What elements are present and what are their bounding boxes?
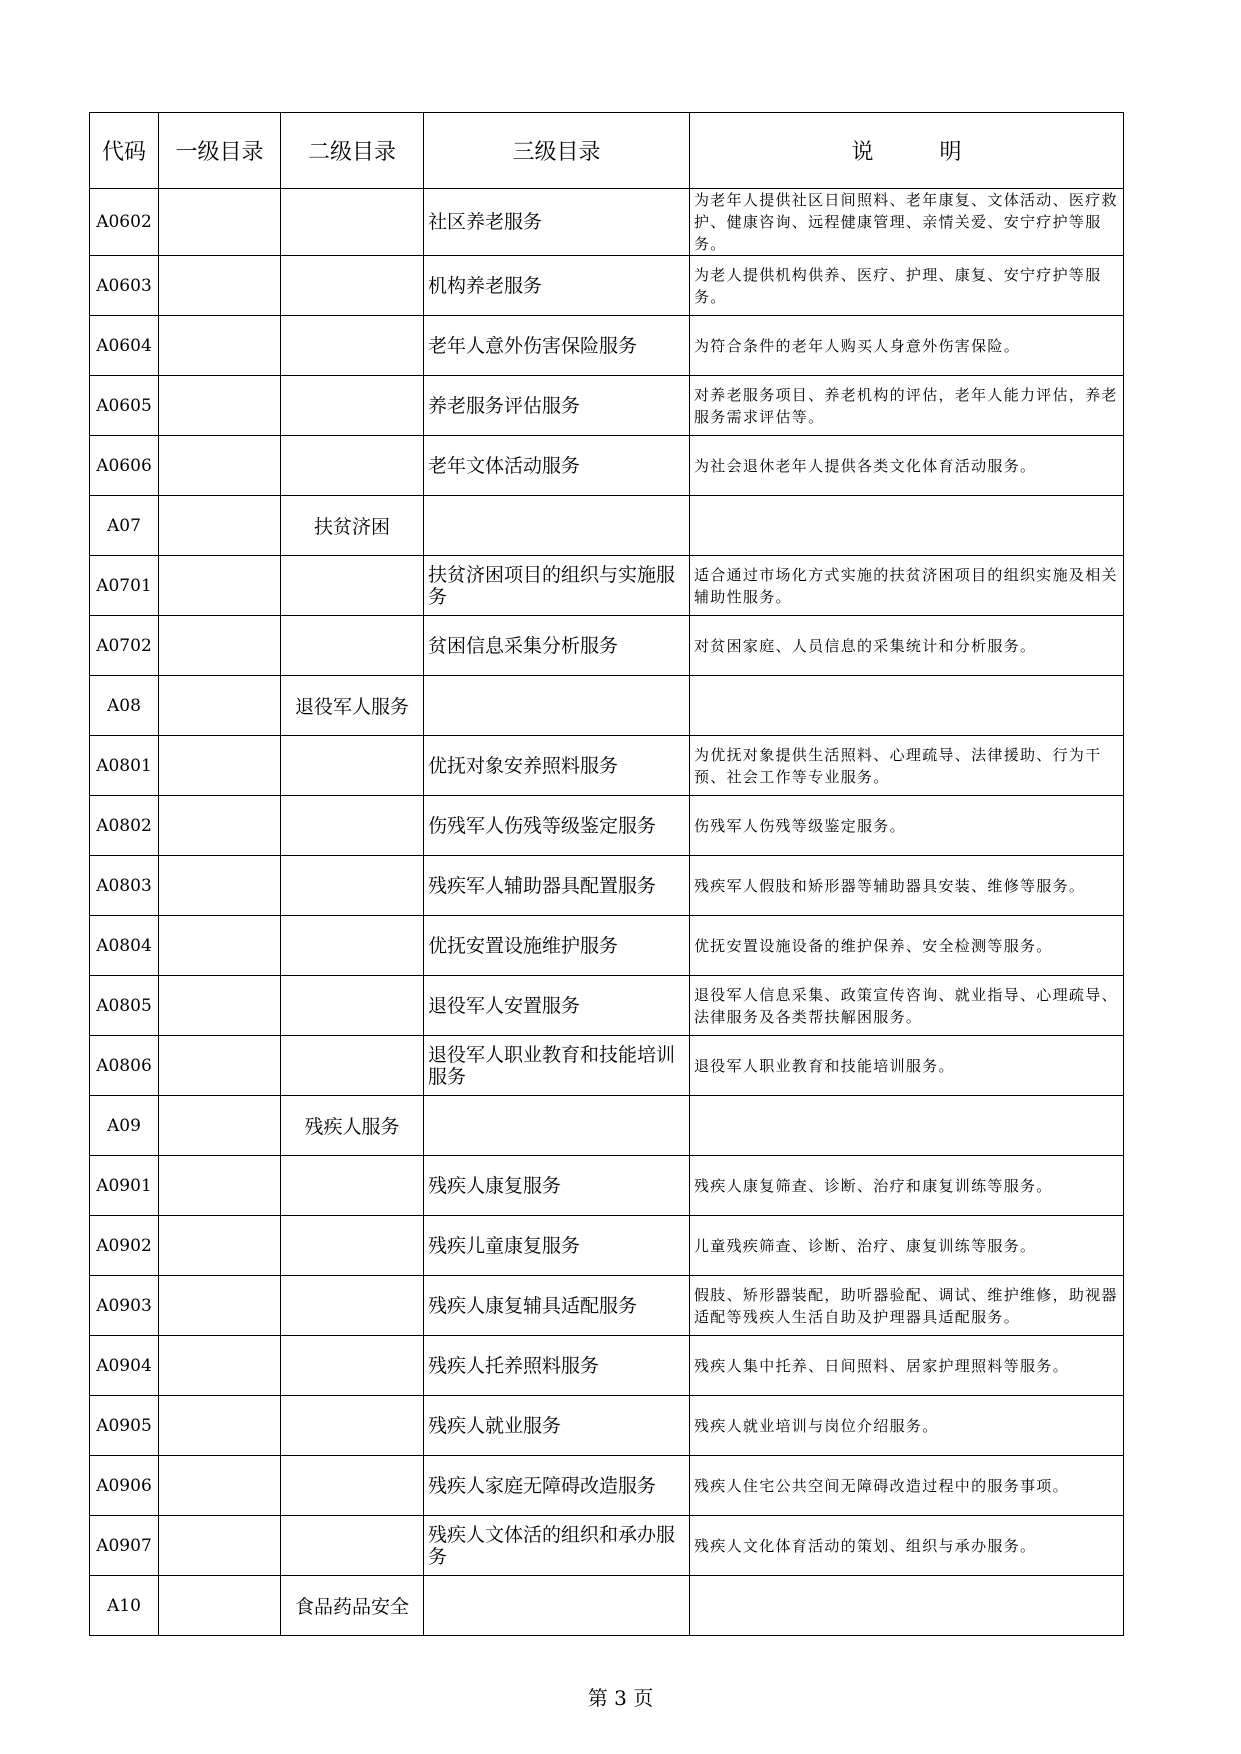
table-row <box>90 256 1124 316</box>
level1-cell <box>159 1096 281 1156</box>
table-row <box>90 496 1124 556</box>
level2-cell <box>281 1036 424 1096</box>
level2-cell: 退役军人服务 <box>281 676 424 736</box>
code-cell: A0906 <box>90 1456 159 1516</box>
level3-cell: 残疾人就业服务 <box>424 1396 690 1456</box>
level3-cell: 残疾人文体活的组织和承办服务 <box>424 1516 690 1576</box>
level2-cell <box>281 736 424 796</box>
code-cell: A0806 <box>90 1036 159 1096</box>
level2-cell <box>281 1156 424 1216</box>
level1-cell <box>159 1036 281 1096</box>
description-cell: 对养老服务项目、养老机构的评估，老年人能力评估，养老服务需求评估等。 <box>690 376 1124 436</box>
description-cell: 残疾人文化体育活动的策划、组织与承办服务。 <box>690 1516 1124 1576</box>
level1-cell <box>159 189 281 256</box>
description-cell <box>690 1096 1124 1156</box>
description-cell: 对贫困家庭、人员信息的采集统计和分析服务。 <box>690 616 1124 676</box>
table-row <box>90 1036 1124 1096</box>
level3-cell: 扶贫济困项目的组织与实施服务 <box>424 556 690 616</box>
level3-cell: 机构养老服务 <box>424 256 690 316</box>
code-cell: A0903 <box>90 1276 159 1336</box>
description-cell <box>690 1576 1124 1636</box>
description-cell <box>690 496 1124 556</box>
table-row <box>90 1396 1124 1456</box>
code-cell: A0602 <box>90 189 159 256</box>
level3-cell <box>424 496 690 556</box>
table-row <box>90 616 1124 676</box>
page-number: 第 3 页 <box>587 1686 654 1710</box>
table-row <box>90 916 1124 976</box>
code-cell: A08 <box>90 676 159 736</box>
table-row <box>90 189 1124 256</box>
header-level1: 一级目录 <box>159 113 281 189</box>
level1-cell <box>159 856 281 916</box>
code-cell: A0907 <box>90 1516 159 1576</box>
level2-cell <box>281 856 424 916</box>
level1-cell <box>159 436 281 496</box>
level2-cell <box>281 556 424 616</box>
level1-cell <box>159 1156 281 1216</box>
description-cell: 为老年人提供社区日间照料、老年康复、文体活动、医疗救护、健康咨询、远程健康管理、亲情关爱、安宁疗护等服务。 <box>690 189 1124 256</box>
code-cell: A0904 <box>90 1336 159 1396</box>
level2-cell <box>281 1276 424 1336</box>
table-row <box>90 736 1124 796</box>
header-code: 代码 <box>90 113 159 189</box>
level1-cell <box>159 1456 281 1516</box>
table-row <box>90 316 1124 376</box>
level2-cell <box>281 616 424 676</box>
table-row <box>90 1516 1124 1576</box>
code-cell: A0701 <box>90 556 159 616</box>
description-cell: 假肢、矫形器装配，助听器验配、调试、维护维修，助视器适配等残疾人生活自助及护理器具适配服务。 <box>690 1276 1124 1336</box>
code-cell: A10 <box>90 1576 159 1636</box>
level1-cell <box>159 616 281 676</box>
description-cell: 为优抚对象提供生活照料、心理疏导、法律援助、行为干预、社会工作等专业服务。 <box>690 736 1124 796</box>
level3-cell <box>424 676 690 736</box>
level1-cell <box>159 736 281 796</box>
level2-cell <box>281 1216 424 1276</box>
code-cell: A0702 <box>90 616 159 676</box>
level1-cell <box>159 1576 281 1636</box>
level1-cell <box>159 976 281 1036</box>
service-catalog-table <box>89 112 1124 1636</box>
level3-cell: 贫困信息采集分析服务 <box>424 616 690 676</box>
level2-cell: 食品药品安全 <box>281 1576 424 1636</box>
level2-cell: 扶贫济困 <box>281 496 424 556</box>
level3-cell: 伤残军人伤残等级鉴定服务 <box>424 796 690 856</box>
level3-cell: 社区养老服务 <box>424 189 690 256</box>
header-row <box>90 113 1124 189</box>
level3-cell: 老年文体活动服务 <box>424 436 690 496</box>
code-cell: A07 <box>90 496 159 556</box>
level2-cell <box>281 436 424 496</box>
table-row <box>90 556 1124 616</box>
level3-cell: 残疾儿童康复服务 <box>424 1216 690 1276</box>
code-cell: A0605 <box>90 376 159 436</box>
level2-cell <box>281 916 424 976</box>
level3-cell: 残疾人康复辅具适配服务 <box>424 1276 690 1336</box>
description-cell: 适合通过市场化方式实施的扶贫济困项目的组织实施及相关辅助性服务。 <box>690 556 1124 616</box>
description-cell: 残疾人康复筛查、诊断、治疗和康复训练等服务。 <box>690 1156 1124 1216</box>
level3-cell: 残疾军人辅助器具配置服务 <box>424 856 690 916</box>
table-row <box>90 1216 1124 1276</box>
header-level3: 三级目录 <box>424 113 690 189</box>
code-cell: A0905 <box>90 1396 159 1456</box>
level1-cell <box>159 316 281 376</box>
code-cell: A0804 <box>90 916 159 976</box>
level2-cell <box>281 376 424 436</box>
code-cell: A0902 <box>90 1216 159 1276</box>
description-cell: 为老人提供机构供养、医疗、护理、康复、安宁疗护等服务。 <box>690 256 1124 316</box>
description-cell: 为社会退休老年人提供各类文化体育活动服务。 <box>690 436 1124 496</box>
level1-cell <box>159 1516 281 1576</box>
level2-cell <box>281 1396 424 1456</box>
description-cell: 优抚安置设施设备的维护保养、安全检测等服务。 <box>690 916 1124 976</box>
level2-cell <box>281 1336 424 1396</box>
level2-cell: 残疾人服务 <box>281 1096 424 1156</box>
description-cell <box>690 676 1124 736</box>
description-cell: 退役军人信息采集、政策宣传咨询、就业指导、心理疏导、法律服务及各类帮扶解困服务。 <box>690 976 1124 1036</box>
description-cell: 残疾人住宅公共空间无障碍改造过程中的服务事项。 <box>690 1456 1124 1516</box>
level1-cell <box>159 1396 281 1456</box>
table-row <box>90 1576 1124 1636</box>
table-body <box>90 189 1124 1636</box>
level2-cell <box>281 189 424 256</box>
level2-cell <box>281 316 424 376</box>
level3-cell: 残疾人家庭无障碍改造服务 <box>424 1456 690 1516</box>
level2-cell <box>281 976 424 1036</box>
level1-cell <box>159 1276 281 1336</box>
level1-cell <box>159 256 281 316</box>
description-cell: 残疾人就业培训与岗位介绍服务。 <box>690 1396 1124 1456</box>
code-cell: A0604 <box>90 316 159 376</box>
level3-cell: 优抚对象安养照料服务 <box>424 736 690 796</box>
level1-cell <box>159 1336 281 1396</box>
catalog-sheet <box>89 112 1123 1636</box>
level1-cell <box>159 496 281 556</box>
table-row <box>90 436 1124 496</box>
table-row <box>90 1156 1124 1216</box>
description-cell: 儿童残疾筛查、诊断、治疗、康复训练等服务。 <box>690 1216 1124 1276</box>
level3-cell: 养老服务评估服务 <box>424 376 690 436</box>
code-cell: A0901 <box>90 1156 159 1216</box>
description-cell: 为符合条件的老年人购买人身意外伤害保险。 <box>690 316 1124 376</box>
code-cell: A0802 <box>90 796 159 856</box>
level3-cell: 退役军人安置服务 <box>424 976 690 1036</box>
table-row <box>90 1336 1124 1396</box>
header-description: 说 明 <box>690 113 1124 189</box>
description-cell: 残疾军人假肢和矫形器等辅助器具安装、维修等服务。 <box>690 856 1124 916</box>
table-row <box>90 1456 1124 1516</box>
level1-cell <box>159 1216 281 1276</box>
level1-cell <box>159 556 281 616</box>
code-cell: A09 <box>90 1096 159 1156</box>
level3-cell: 残疾人托养照料服务 <box>424 1336 690 1396</box>
level1-cell <box>159 796 281 856</box>
description-cell: 退役军人职业教育和技能培训服务。 <box>690 1036 1124 1096</box>
level1-cell <box>159 676 281 736</box>
table-row <box>90 376 1124 436</box>
code-cell: A0805 <box>90 976 159 1036</box>
description-cell: 残疾人集中托养、日间照料、居家护理照料等服务。 <box>690 1336 1124 1396</box>
code-cell: A0801 <box>90 736 159 796</box>
level2-cell <box>281 1516 424 1576</box>
level2-cell <box>281 796 424 856</box>
description-cell: 伤残军人伤残等级鉴定服务。 <box>690 796 1124 856</box>
level3-cell: 残疾人康复服务 <box>424 1156 690 1216</box>
level3-cell: 优抚安置设施维护服务 <box>424 916 690 976</box>
table-row <box>90 1096 1124 1156</box>
table-row <box>90 796 1124 856</box>
level1-cell <box>159 916 281 976</box>
table-row <box>90 856 1124 916</box>
table-row <box>90 976 1124 1036</box>
level2-cell <box>281 256 424 316</box>
code-cell: A0606 <box>90 436 159 496</box>
level1-cell <box>159 376 281 436</box>
table-row <box>90 1276 1124 1336</box>
code-cell: A0603 <box>90 256 159 316</box>
level3-cell <box>424 1576 690 1636</box>
table-row <box>90 676 1124 736</box>
level3-cell <box>424 1096 690 1156</box>
level2-cell <box>281 1456 424 1516</box>
header-level2: 二级目录 <box>281 113 424 189</box>
code-cell: A0803 <box>90 856 159 916</box>
level3-cell: 老年人意外伤害保险服务 <box>424 316 690 376</box>
level3-cell: 退役军人职业教育和技能培训服务 <box>424 1036 690 1096</box>
